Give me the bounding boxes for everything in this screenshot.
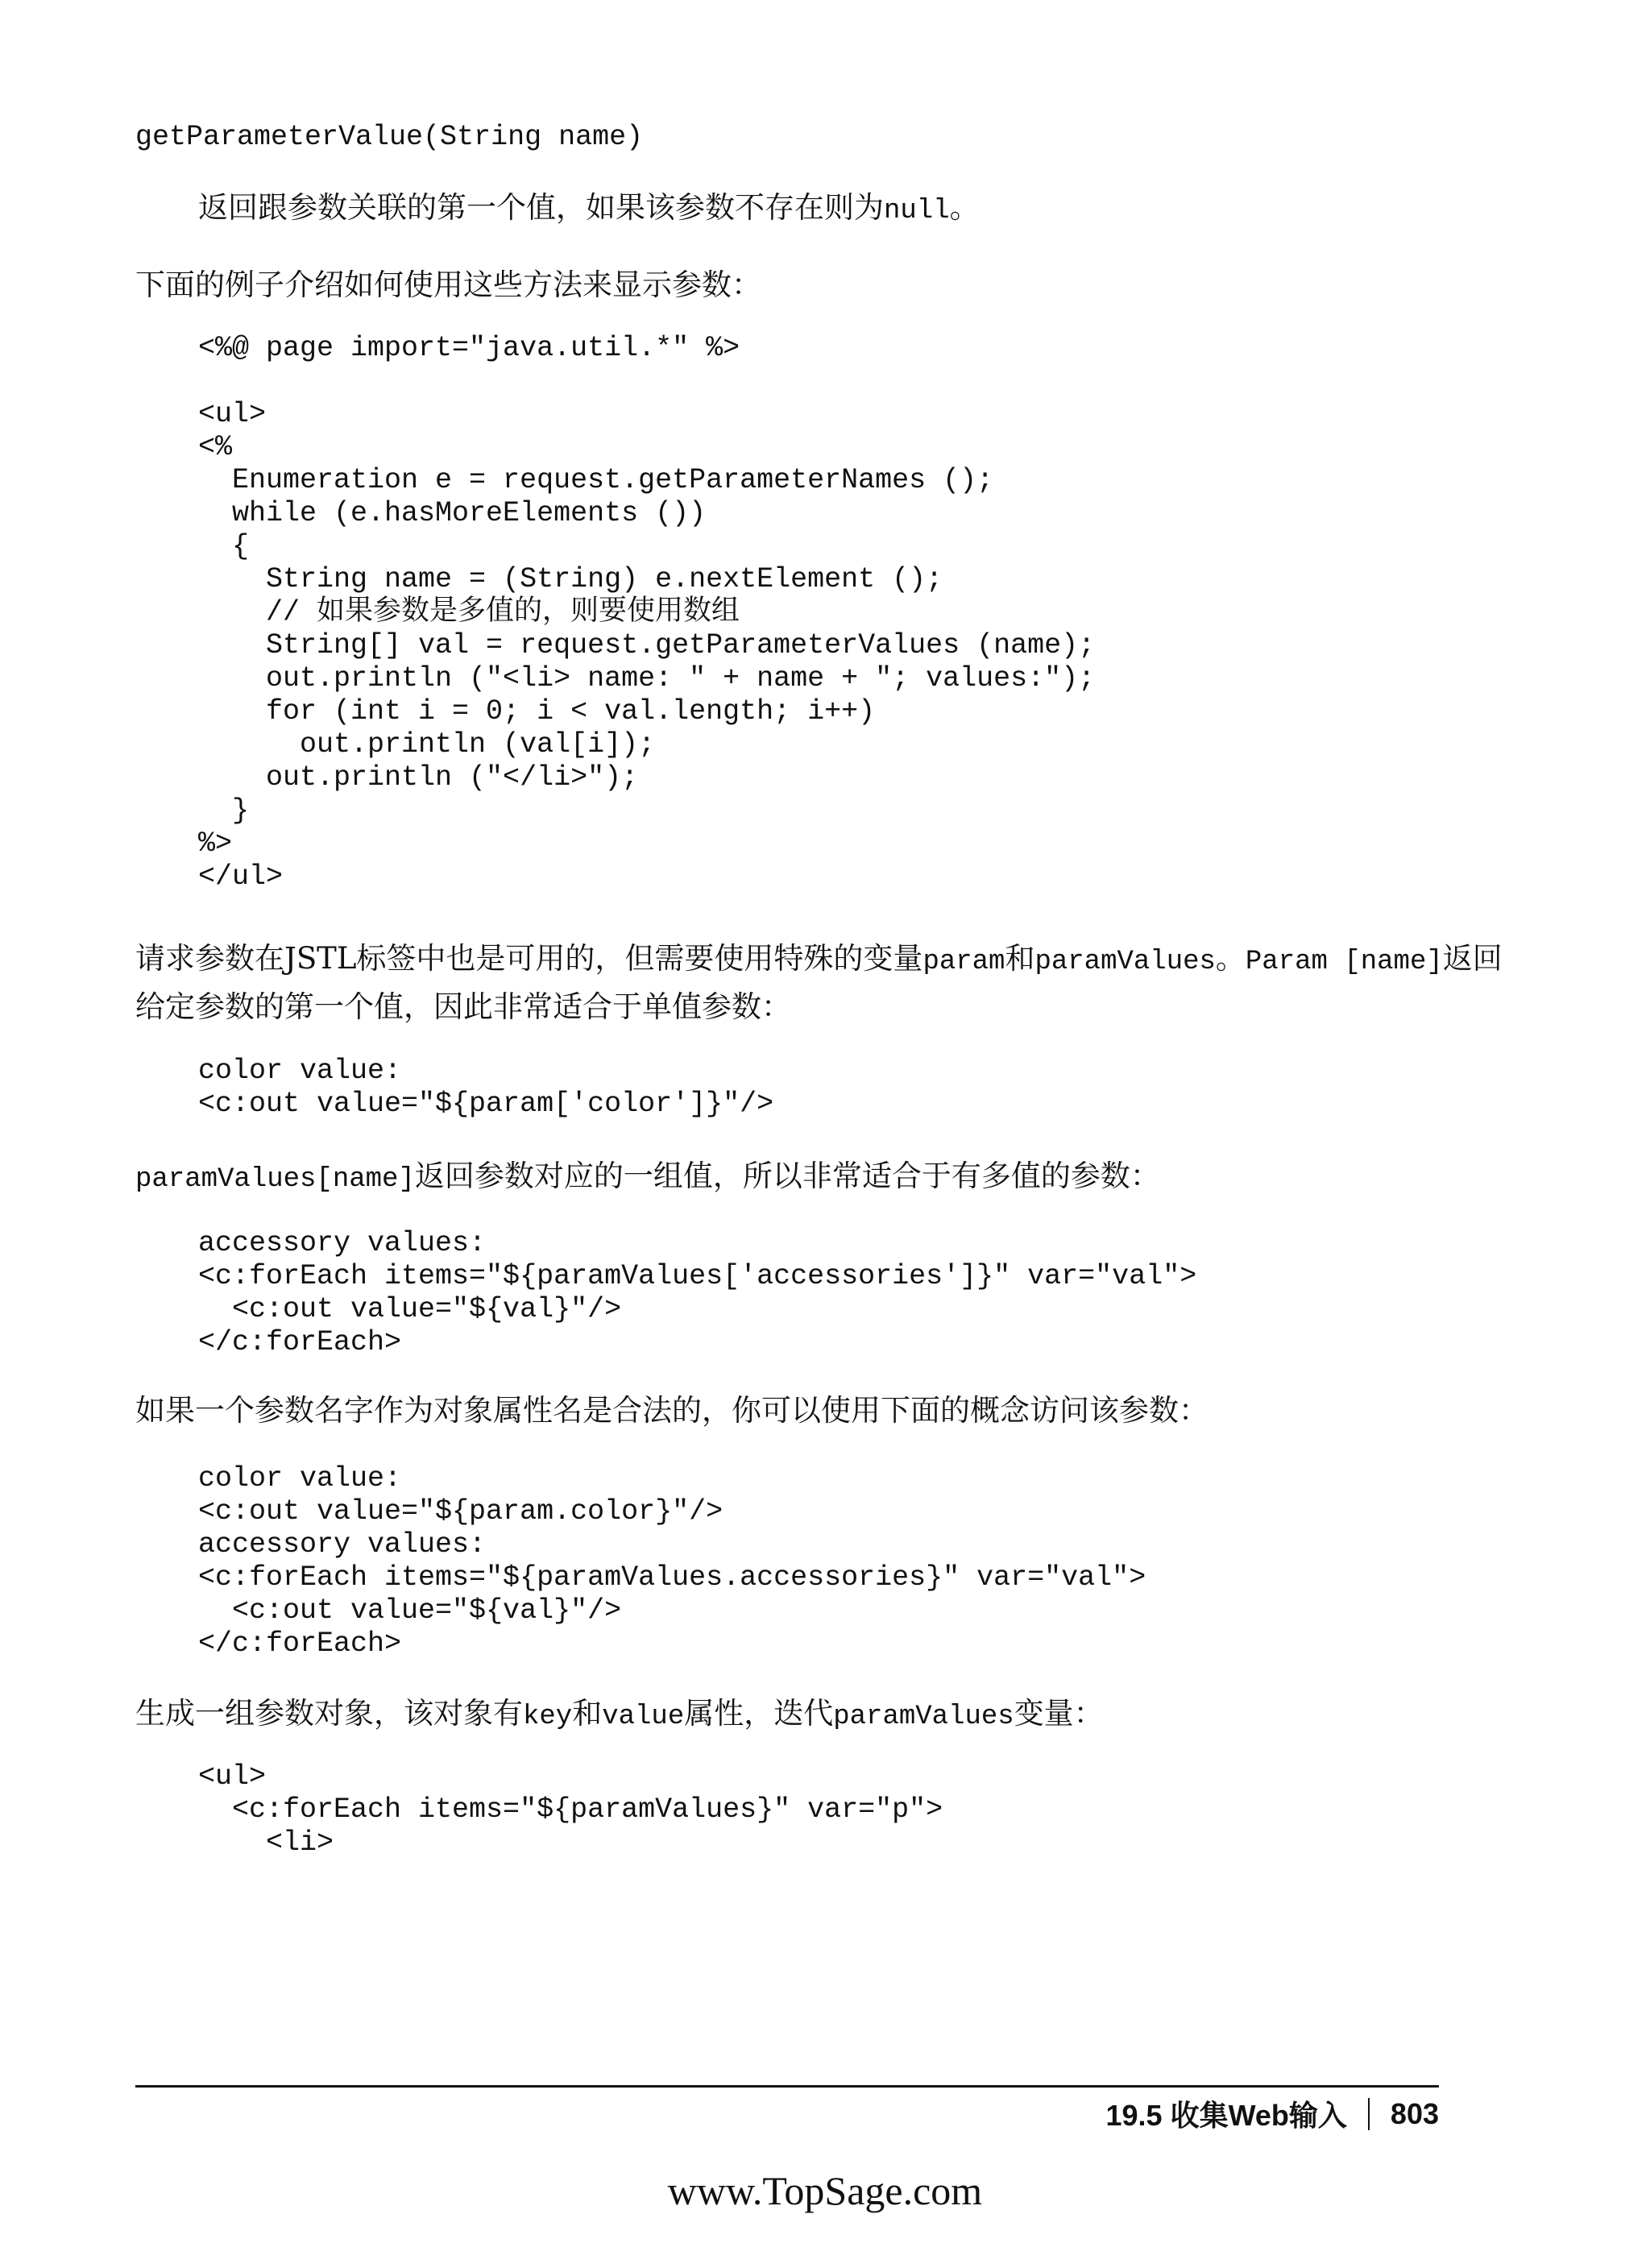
paramvalues-var-code: paramValues	[833, 1702, 1014, 1732]
iterate-text-4: 变量：	[1014, 1696, 1104, 1731]
paramvalues-paragraph	[135, 1154, 1160, 1202]
param-name-code: Param [name]	[1245, 947, 1443, 977]
jstl-text-4: 返回给定参数的第一个值，因此非常适合于单值参数：	[135, 941, 1503, 1024]
code-block-param: color value: <c:out value="${param['color']}"/>	[198, 1055, 774, 1120]
method-signature: getParameterValue(String name)	[135, 121, 644, 153]
property-paragraph: 如果一个参数名字作为对象属性名是合法的，你可以使用下面的概念访问该参数：	[135, 1393, 1208, 1428]
code-block-property-access: color value: <c:out value="${param.color}"/> accessory values: <c:forEach items="${paramValues.accessories}" var="val"> <c:out value="${val}"/> </c:forEach>	[198, 1462, 1146, 1660]
iterate-text-1: 生成一组参数对象，该对象有	[135, 1696, 523, 1731]
jstl-paragraph	[135, 936, 1521, 1030]
key-code: key	[523, 1702, 573, 1732]
description-end: 。	[949, 190, 980, 225]
jstl-text-2: 和	[1005, 941, 1035, 976]
footer-rule	[135, 2085, 1439, 2088]
param-code: param	[922, 947, 1005, 977]
paramvalues-code: paramValues	[1034, 947, 1216, 977]
description-text: 返回跟参数关联的第一个值，如果该参数不存在则为	[198, 190, 884, 225]
jstl-text-3: 。	[1215, 941, 1246, 976]
iterate-text-2: 和	[572, 1696, 603, 1731]
method-description	[198, 185, 980, 234]
value-code: value	[602, 1702, 685, 1732]
section-title: 19.5 收集Web输入	[1105, 2099, 1347, 2132]
website-watermark: www.TopSage.com	[667, 2168, 983, 2213]
page-footer	[1106, 2093, 1440, 2134]
jstl-text-1: 请求参数在JSTL标签中也是可用的，但需要使用特殊的变量	[135, 941, 923, 976]
page-number: 803	[1390, 2096, 1439, 2130]
code-block-paramvalues: accessory values: <c:forEach items="${paramValues['accessories']}" var="val"> <c:out value="${val}"/> </c:forEach>	[198, 1227, 1197, 1358]
code-block-scriptlet: <%@ page import="java.util.*" %> <ul> <% Enumeration e = request.getParameterNames (); while (e.hasMoreElements ()) { String name = (String) e.nextElement (); // 如果参数是多值的，则要使用数组 String[] val = request.getParameterValues (name); out.println ("<li> name: " + name + "; values:"); for (int i = 0; i < val.length; i++) out.println (val[i]); out.println ("</li>"); } %> </ul>	[198, 332, 1096, 893]
paramvalues-name-code: paramValues[name]	[135, 1164, 415, 1195]
footer-separator	[1368, 2098, 1370, 2130]
iterate-text-3: 属性，迭代	[684, 1696, 834, 1731]
example-intro: 下面的例子介绍如何使用这些方法来显示参数：	[135, 267, 761, 302]
null-code: null	[884, 196, 950, 226]
code-block-iterate: <ul> <c:forEach items="${paramValues}" var="p"> <li>	[198, 1760, 943, 1859]
paramvalues-text: 返回参数对应的一组值，所以非常适合于有多值的参数：	[414, 1159, 1160, 1193]
iterate-paragraph	[135, 1691, 1104, 1739]
